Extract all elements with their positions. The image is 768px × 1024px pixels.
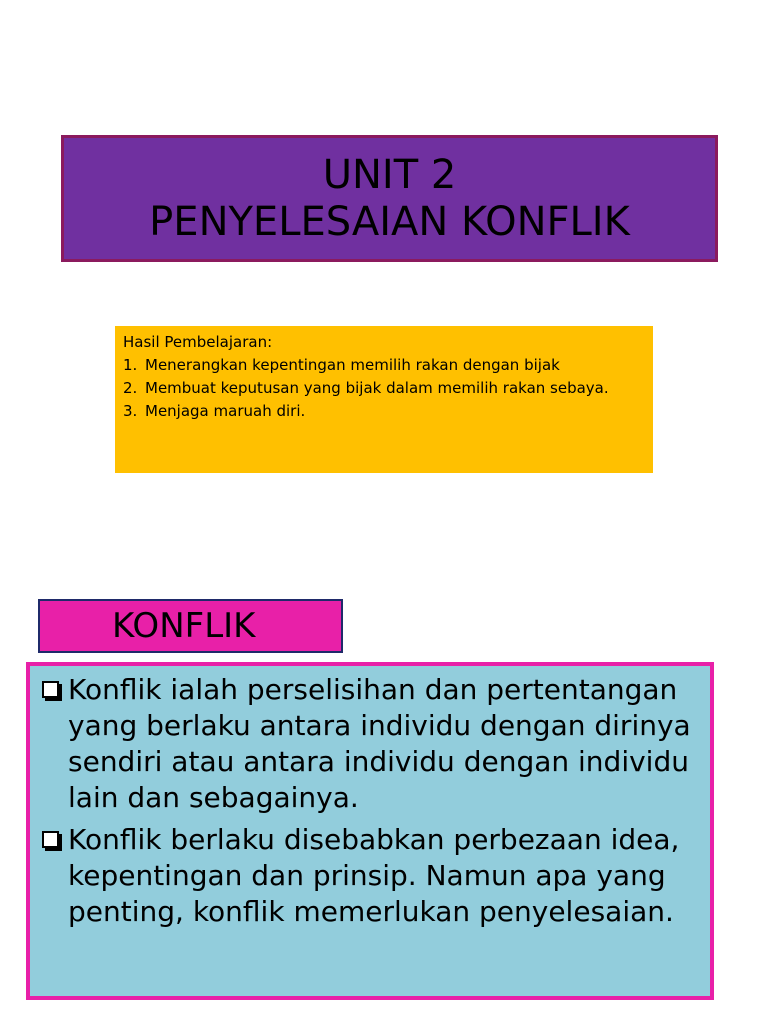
learning-outcome-text: Menjaga maruah diri. [145, 402, 306, 420]
learning-outcomes-list [123, 354, 645, 423]
learning-outcomes-box [115, 326, 653, 473]
unit-title: UNIT 2 [322, 152, 457, 198]
list-item [38, 672, 702, 816]
learning-outcome-item [123, 400, 645, 423]
learning-outcome-number: 3. [123, 402, 138, 420]
title-banner [61, 135, 718, 262]
square-bullet-icon [42, 831, 59, 848]
bullet-text: Konflik ialah perselisihan dan pertentangan yang berlaku antara individu dengan dirinya sendiri atau antara individu dengan individu lain dan sebagainya. [68, 673, 691, 814]
learning-outcome-text: Menerangkan kepentingan memilih rakan dengan bijak [145, 356, 560, 374]
section-heading-label: KONFLIK [112, 606, 256, 646]
konflik-content-box [26, 662, 714, 1000]
list-item [38, 822, 702, 930]
learning-outcome-item [123, 377, 645, 400]
konflik-bullet-list [38, 672, 702, 930]
square-bullet-icon [42, 681, 59, 698]
section-heading-konflik [38, 599, 343, 653]
learning-outcomes-heading: Hasil Pembelajaran: [123, 333, 273, 351]
topic-title: PENYELESAIAN KONFLIK [149, 199, 630, 245]
learning-outcome-item [123, 354, 645, 377]
learning-outcome-number: 1. [123, 356, 138, 374]
learning-outcome-number: 2. [123, 379, 138, 397]
bullet-text: Konflik berlaku disebabkan perbezaan idea, kepentingan dan prinsip. Namun apa yang penting, konflik memerlukan penyelesaian. [68, 823, 680, 928]
learning-outcome-text: Membuat keputusan yang bijak dalam memilih rakan sebaya. [145, 379, 609, 397]
